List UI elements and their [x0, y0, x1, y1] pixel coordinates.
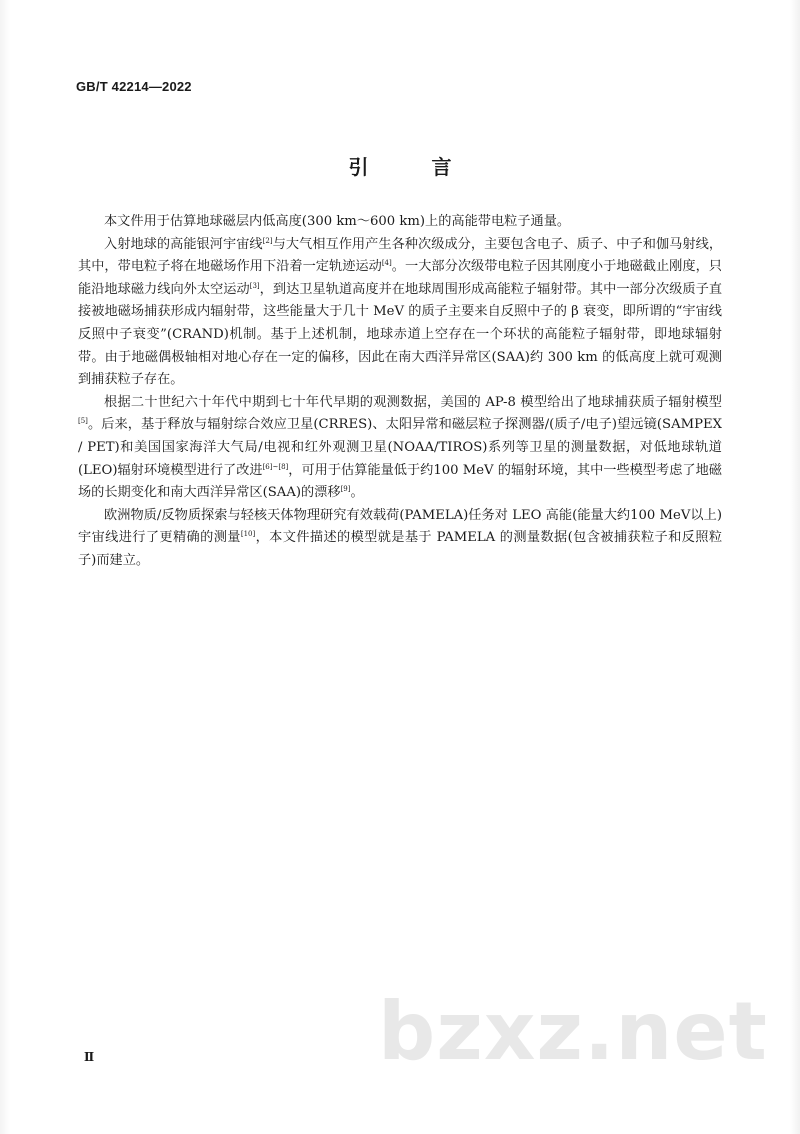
paragraph — [78, 392, 722, 505]
page-number: Ⅱ — [84, 1050, 95, 1064]
reference-mark: [3] — [249, 281, 260, 290]
paragraph-text: 。 — [350, 485, 364, 501]
reference-mark: [2] — [262, 236, 273, 245]
paragraph-text: 入射地球的高能银河宇宙线 — [104, 236, 263, 252]
paragraph-text: 。后来，基于释放与辐射综合效应卫星(CRRES)、太阳异常和磁层粒子探测器/(质子/电子)望远镜(SAMPEX / PET)和美国国家海洋大气局/电视和红外观测卫星(NOAA/TIROS)系列等卫星的测量数据，对低地球轨道(LEO)辐射环境模型进行了改进 — [78, 417, 722, 478]
reference-mark: [9] — [340, 485, 351, 494]
paragraph-text: 。一大部分次级带电粒子因其刚度小于地磁截止刚度，只能沿地球磁力线向外太空运动 — [78, 259, 722, 297]
paragraph-text: 根据二十世纪六十年代中期到七十年代早期的观测数据，美国的 AP-8 模型给出了地球捕获质子辐射模型 — [104, 394, 722, 410]
page-title: 引 言 — [348, 155, 480, 179]
reference-mark: [10] — [240, 530, 256, 539]
paragraph-text: ，本文件描述的模型就是基于 PAMELA 的测量数据(包含被捕获粒子和反照粒子)而建立。 — [78, 530, 723, 568]
paragraph — [78, 234, 722, 392]
paragraph-text: 本文件用于估算地球磁层内低高度(300 km～600 km)上的高能带电粒子通量。 — [104, 214, 571, 229]
paragraph-text: 欧洲物质/反物质探索与轻核天体物理研究有效载荷(PAMELA)任务对 LEO 高能(能量大约100 MeV以上)宇宙线进行了更精确的测量 — [78, 507, 722, 546]
paragraph — [78, 211, 722, 234]
paragraph-text: ，可用于估算能量低于约100 MeV 的辐射环境，其中一些模型考虑了地磁场的长期变化和南大西洋异常区(SAA)的漂移 — [78, 462, 722, 501]
watermark: bzxz.net — [378, 985, 768, 1078]
paragraph-text: 与大气相互作用产生各种次级成分，主要包含电子、质子、中子和伽马射线，其中，带电粒子将在地磁场作用下沿着一定轨迹运动 — [78, 236, 723, 275]
body-text — [78, 211, 722, 573]
standard-code: GB/T 42214—2022 — [76, 79, 192, 94]
paragraph — [78, 505, 722, 573]
reference-mark: [6]~[8] — [262, 462, 289, 471]
reference-mark: [5] — [78, 417, 88, 426]
paragraph-text: ，到达卫星轨道高度并在地球周围形成高能粒子辐射带。其中一部分次级质子直接被地磁场捕获形成内辐射带，这些能量大于几十 MeV 的质子主要来自反照中子的 β 衰变，即所谓的“宇宙线反照中子衰变”(CRAND)机制。基于上述机制，地球赤道上空存在一个环状的高能粒子辐射带，即地球辐射带。由于地磁偶极轴相对地心存在一定的偏移，因此在南大西洋异常区(SAA)约 300 km 的低高度上就可观测到捕获粒子存在。 — [78, 281, 723, 388]
reference-mark: [4] — [381, 259, 392, 268]
